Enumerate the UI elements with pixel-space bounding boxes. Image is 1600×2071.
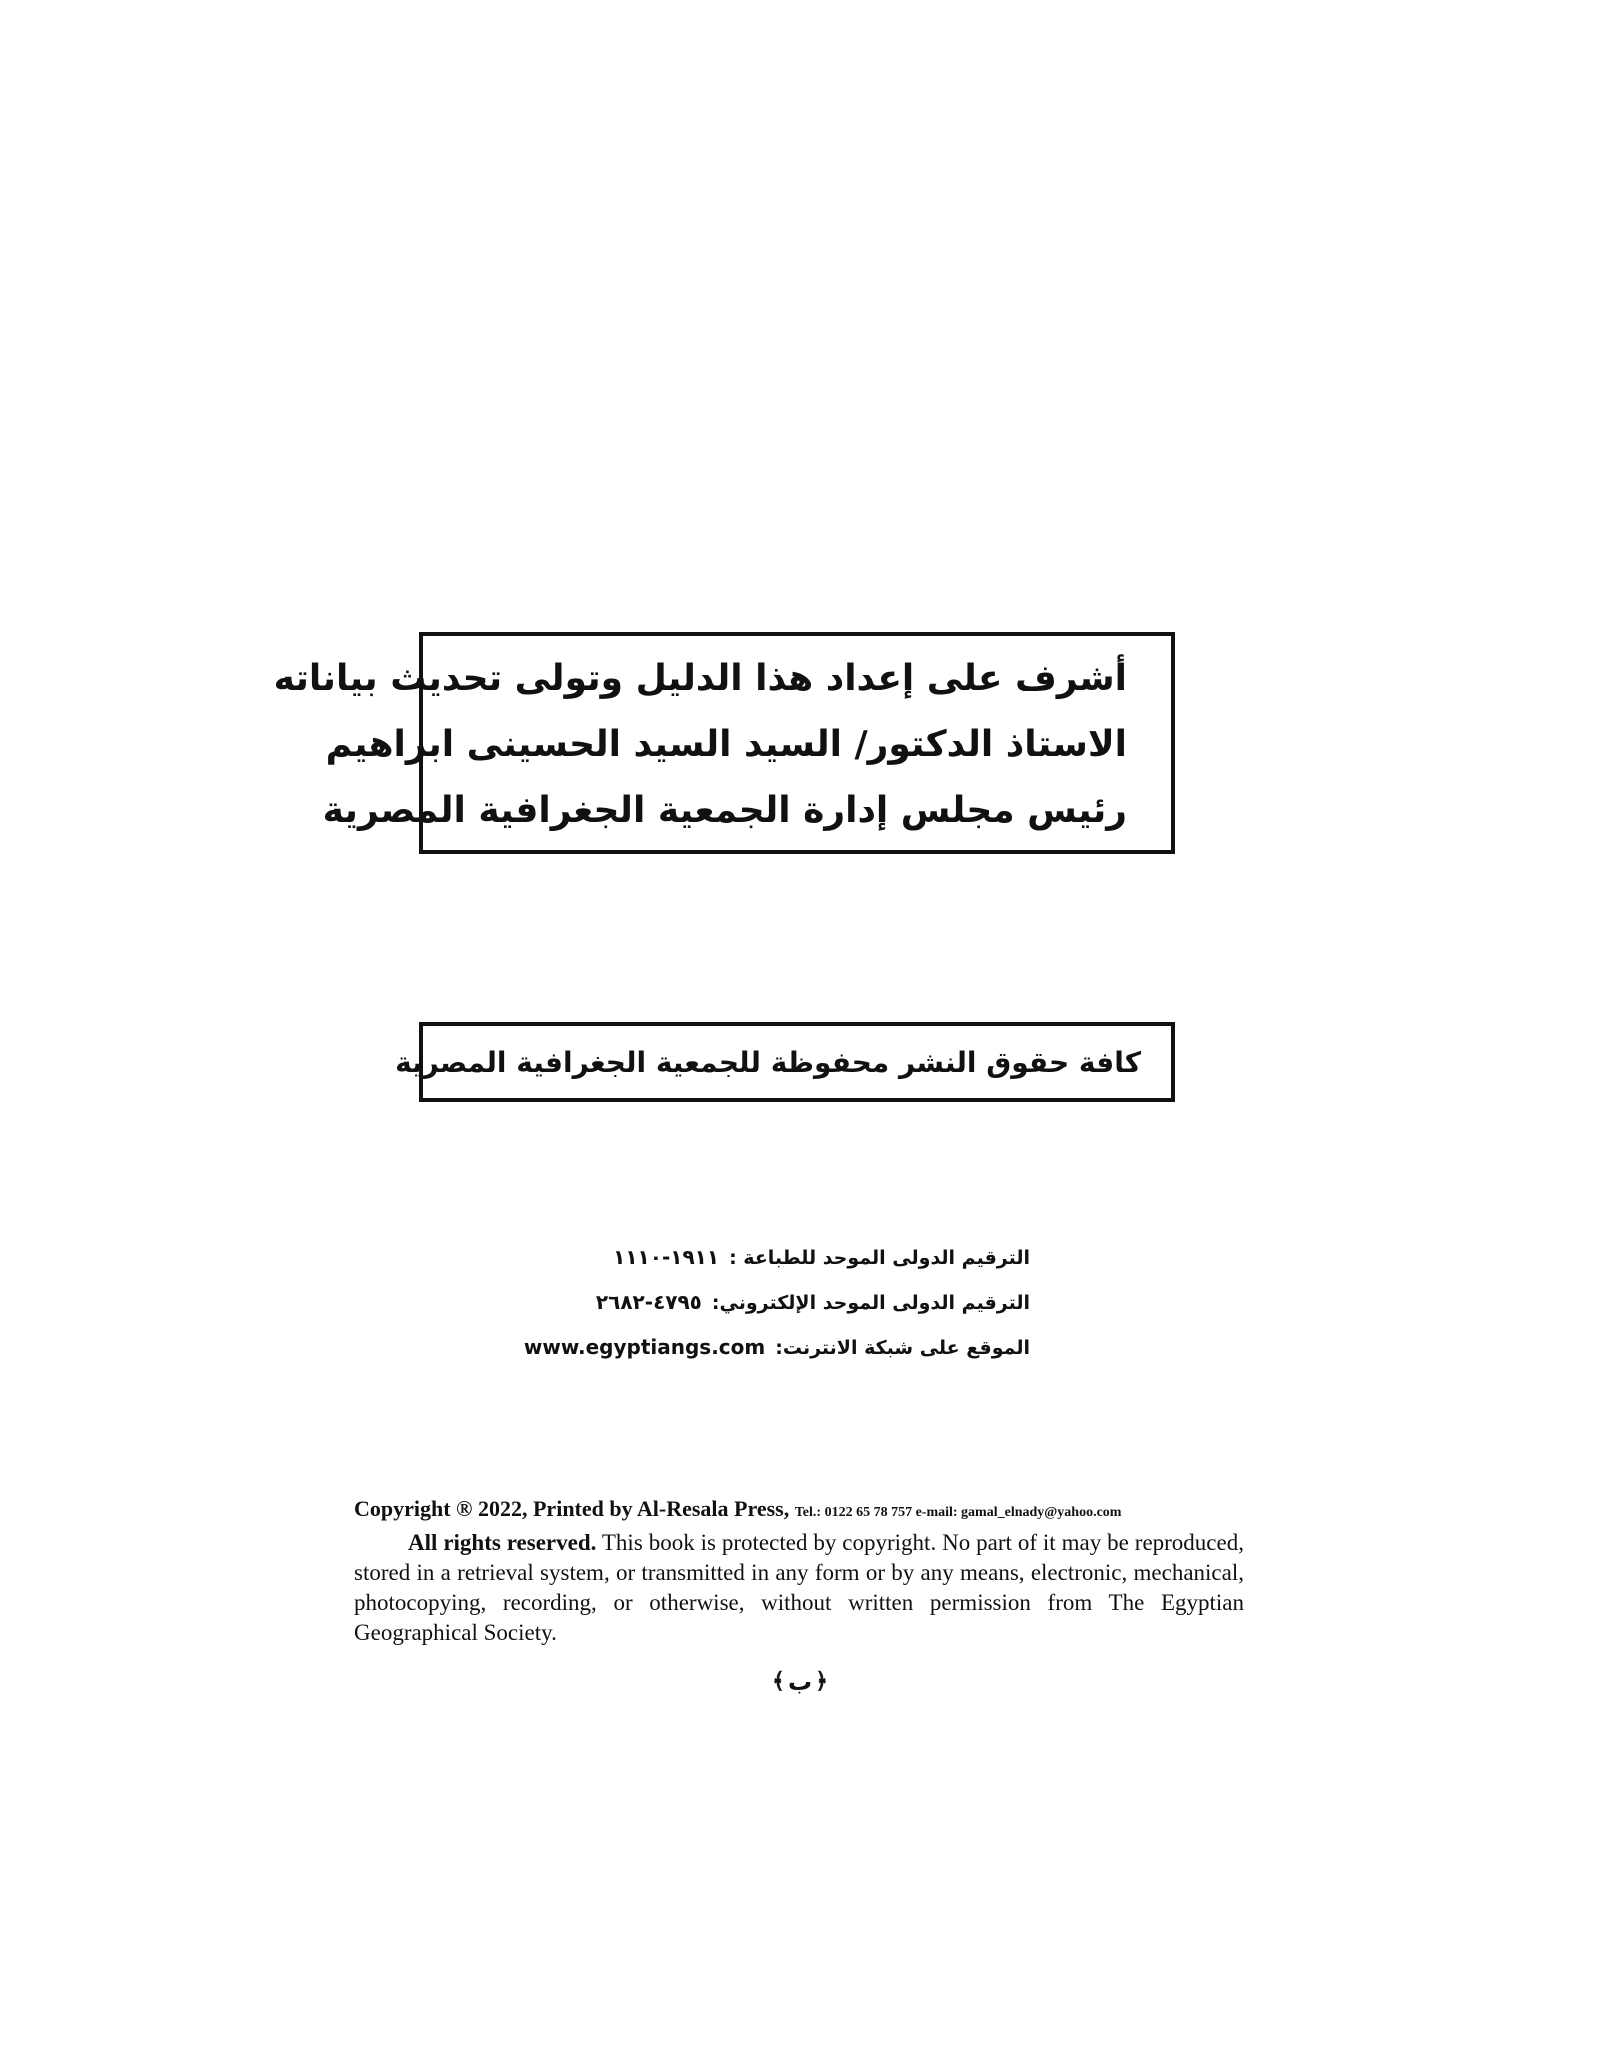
issn-print-row (560, 1245, 1030, 1290)
issn-online-row (560, 1290, 1030, 1335)
rights-notice-box (395, 1022, 1175, 1102)
issn-online-value: ٤٧٩٥-٢٦٨٢ (595, 1290, 702, 1314)
supervisor-line-1: أشرف على إعداد هذا الدليل وتولى تحديث بياناته (273, 658, 1127, 699)
website-label: الموقع على شبكة الانترنت: (775, 1337, 1030, 1359)
copyright-line (354, 1494, 1244, 1528)
rights-notice-text: كافة حقوق النشر محفوظة للجمعية الجغرافية المصرية (395, 1045, 1141, 1079)
page-ornament-left-icon: ﴾ (772, 1669, 785, 1694)
website-row (523, 1335, 1030, 1380)
supervisor-line-3: رئيس مجلس إدارة الجمعية الجغرافية المصرية (322, 790, 1127, 831)
issn-print-value: ١٩١١-١١١٠ (613, 1245, 720, 1269)
supervisor-box (273, 632, 1175, 854)
rights-lead: All rights reserved. (408, 1530, 597, 1555)
page-number-letter: ب (787, 1668, 813, 1696)
issn-print-label: الترقيم الدولى الموحد للطباعة : (729, 1247, 1030, 1269)
rights-body: This book is protected by copyright. No part of it may be reproduced, stored in a retrieval system, or transmitted in any form or by any means, electronic, mechanical, photocopying, recording, or otherwise, without written permission from The Egyptian Geographical Society. (354, 1530, 1244, 1645)
copyright-block (354, 1494, 1244, 1648)
identifiers-block (523, 1245, 1030, 1380)
website-link[interactable]: www.egyptiangs.com (523, 1335, 766, 1359)
rights-paragraph (354, 1528, 1244, 1648)
page-ornament-right-icon: ﴿ (815, 1669, 828, 1694)
issn-online-label: الترقيم الدولى الموحد الإلكتروني: (711, 1292, 1030, 1314)
page-number (770, 1664, 830, 1700)
supervisor-line-2: الاستاذ الدكتور/ السيد السيد الحسينى ابراهيم (325, 724, 1127, 765)
copyright-title: Copyright ® 2022, Printed by Al-Resala Press, (354, 1496, 790, 1521)
copyright-contact: Tel.: 0122 65 78 757 e-mail: gamal_elnady@yahoo.com (794, 1505, 1122, 1520)
